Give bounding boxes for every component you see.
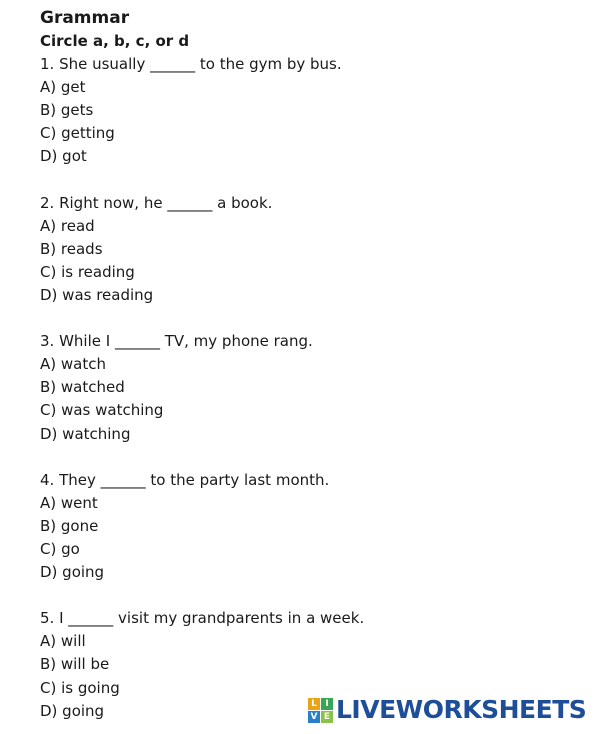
answer-option-c[interactable]: C) is reading [40,262,135,281]
answer-option-a[interactable]: A) read [40,216,95,235]
liveworksheets-logo-icon [308,698,333,723]
question-prompt: 1. She usually ______ to the gym by bus. [40,55,342,73]
worksheet [40,7,600,723]
liveworksheets-logo [308,695,586,725]
answer-option-c[interactable]: C) was watching [40,401,164,420]
instruction: Circle a, b, c, or d [40,32,190,50]
worksheet-title: Grammar [40,8,130,28]
question-4 [40,469,600,584]
spacer [40,168,600,191]
answer-option-d[interactable]: D) got [40,147,87,166]
answer-option-d[interactable]: D) was reading [40,285,154,304]
question-prompt: 3. While I ______ TV, my phone rang. [40,332,313,351]
question-2 [40,192,600,307]
spacer [40,584,600,607]
logo-letter-v: V [308,711,320,723]
answer-option-a[interactable]: A) went [40,493,98,512]
answer-option-c[interactable]: C) getting [40,124,115,143]
answer-option-c[interactable]: C) go [40,539,80,558]
answer-option-d[interactable]: D) going [40,701,105,720]
logo-letter-l: L [308,698,320,710]
answer-option-b[interactable]: B) watched [40,378,125,397]
question-prompt: 4. They ______ to the party last month. [40,470,330,489]
logo-text: LIVEWORKSHEETS [336,695,587,724]
question-prompt: 5. I ______ visit my grandparents in a week. [40,609,365,628]
logo-letter-e: E [321,711,333,723]
logo-letter-i: I [321,698,333,710]
answer-option-a[interactable]: A) get [40,78,86,97]
question-prompt: 2. Right now, he ______ a book. [40,193,273,212]
spacer [40,446,600,469]
answer-option-b[interactable]: B) gets [40,101,94,120]
answer-option-c[interactable]: C) is going [40,678,120,697]
answer-option-b[interactable]: B) reads [40,239,103,258]
answer-option-b[interactable]: B) will be [40,655,110,674]
answer-option-b[interactable]: B) gone [40,516,99,535]
answer-option-d[interactable]: D) going [40,563,105,582]
question-3 [40,330,600,445]
spacer [40,307,600,330]
question-1 [40,53,600,168]
answer-option-d[interactable]: D) watching [40,424,131,443]
answer-option-a[interactable]: A) watch [40,355,106,374]
answer-option-a[interactable]: A) will [40,632,86,651]
